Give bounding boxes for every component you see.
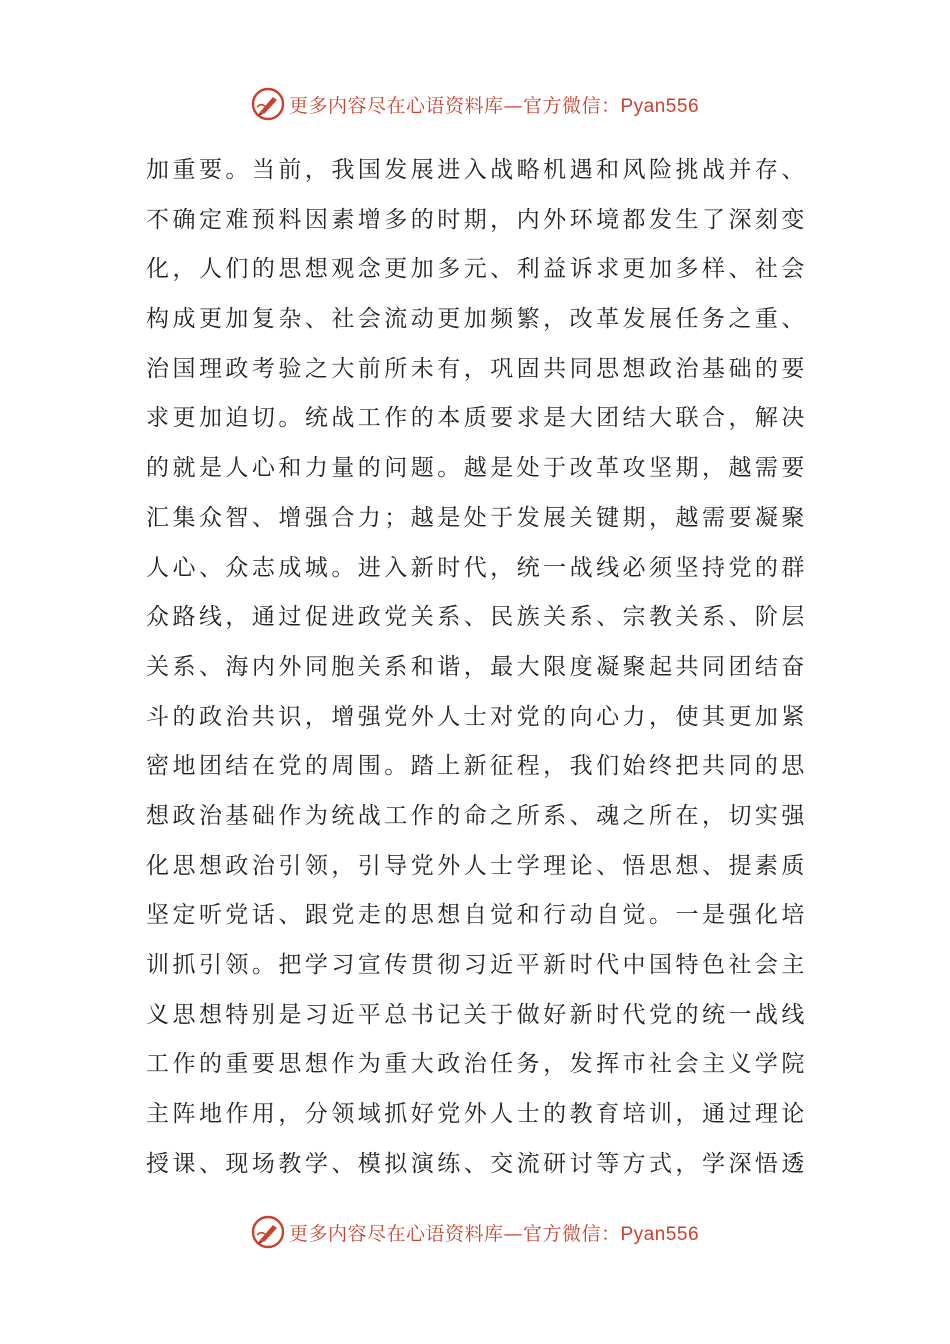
- article-line: 义思想特别是习近平总书记关于做好新时代党的统一战线: [146, 1001, 806, 1028]
- article-line: 不确定难预料因素增多的时期，内外环境都发生了深刻变: [146, 206, 806, 233]
- article-line: 训抓引领。把学习宣传贯彻习近平新时代中国特色社会主: [146, 952, 806, 978]
- article-line: 授课、现场教学、模拟演练、交流研讨等方式，学深悟透: [146, 1150, 806, 1177]
- article-line: 化，人们的思想观念更加多元、利益诉求更加多样、社会: [146, 256, 806, 283]
- article-line: 求更加迫切。统战工作的本质要求是大团结大联合，解决: [146, 405, 806, 432]
- article-body: [146, 146, 806, 1189]
- article-line: 众路线，通过促进政党关系、民族关系、宗教关系、阶层: [146, 604, 806, 631]
- pen-logo-icon: [251, 1215, 285, 1249]
- header-banner-text: [289, 91, 699, 118]
- article-line: 坚定听党话、跟党走的思想自觉和行动自觉。一是强化培: [146, 902, 806, 929]
- header-banner: [0, 84, 950, 124]
- header-banner-label: 更多内容尽在心语资料库—官方微信：: [288, 94, 621, 117]
- footer-banner: [0, 1212, 950, 1252]
- article-line: 想政治基础作为统战工作的命之所系、魂之所在，切实强: [146, 802, 806, 829]
- footer-banner-text: [289, 1219, 699, 1246]
- article-line: 构成更加复杂、社会流动更加频繁，改革发展任务之重、: [146, 306, 806, 333]
- footer-wechat-account: Pyan556: [620, 1223, 700, 1245]
- footer-banner-label: 更多内容尽在心语资料库—官方微信：: [288, 1222, 621, 1245]
- article-line: 斗的政治共识，增强党外人士对党的向心力，使其更加紧: [146, 703, 806, 730]
- pen-logo-icon: [251, 87, 285, 121]
- header-wechat-account: Pyan556: [620, 95, 700, 117]
- article-line: 密地团结在党的周围。踏上新征程，我们始终把共同的思: [146, 753, 806, 780]
- article-line: 治国理政考验之大前所未有，巩固共同思想政治基础的要: [146, 355, 806, 382]
- article-line: 工作的重要思想作为重大政治任务，发挥市社会主义学院: [146, 1051, 806, 1078]
- article-line: 主阵地作用，分领域抓好党外人士的教育培训，通过理论: [146, 1101, 806, 1128]
- article-line: 化思想政治引领，引导党外人士学理论、悟思想、提素质: [146, 852, 806, 879]
- article-line: 关系、海内外同胞关系和谐，最大限度凝聚起共同团结奋: [146, 653, 806, 680]
- article-line: 加重要。当前，我国发展进入战略机遇和风险挑战并存、: [146, 157, 806, 183]
- article-line: 汇集众智、增强合力；越是处于发展关键期，越需要凝聚: [146, 504, 806, 531]
- article-line: 的就是人心和力量的问题。越是处于改革攻坚期，越需要: [146, 455, 806, 482]
- article-line: 人心、众志成城。进入新时代，统一战线必须坚持党的群: [146, 554, 806, 581]
